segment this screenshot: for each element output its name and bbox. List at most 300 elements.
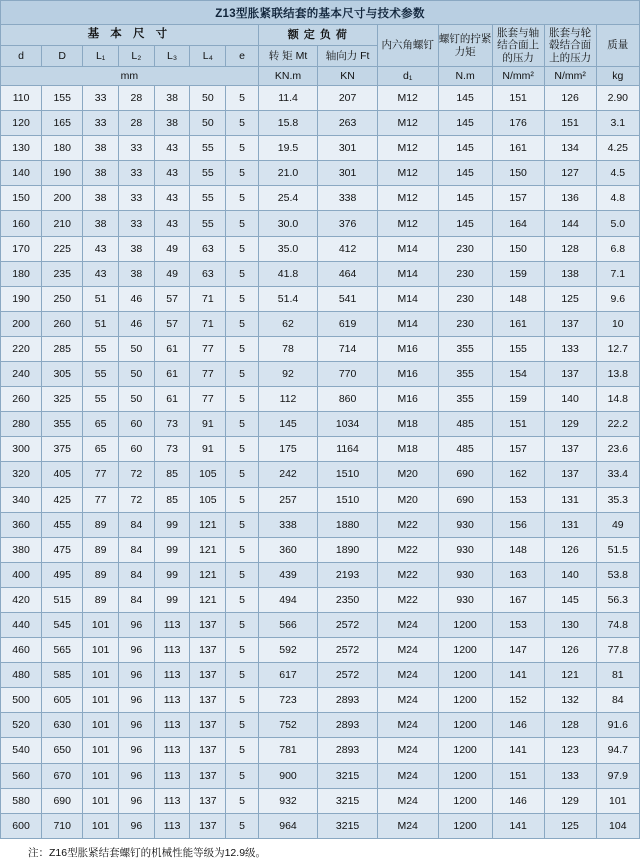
cell-L2: 33 bbox=[119, 211, 155, 236]
cell-L3: 73 bbox=[154, 412, 190, 437]
cell-d: 400 bbox=[1, 562, 42, 587]
cell-e: 5 bbox=[226, 286, 259, 311]
cell-Mt: 900 bbox=[258, 763, 318, 788]
cell-L1: 55 bbox=[83, 336, 119, 361]
cell-d1: M16 bbox=[377, 336, 438, 361]
cell-Ft: 1034 bbox=[318, 412, 378, 437]
cell-Ft: 464 bbox=[318, 261, 378, 286]
cell-L3: 43 bbox=[154, 186, 190, 211]
cell-L1: 77 bbox=[83, 462, 119, 487]
cell-pr: 151 bbox=[492, 86, 544, 111]
cell-pr2: 126 bbox=[544, 86, 596, 111]
cell-Ft: 2572 bbox=[318, 638, 378, 663]
cell-Ft: 1880 bbox=[318, 512, 378, 537]
cell-L1: 101 bbox=[83, 663, 119, 688]
cell-MA: 485 bbox=[438, 412, 492, 437]
cell-D: 630 bbox=[42, 713, 83, 738]
cell-pr2: 136 bbox=[544, 186, 596, 211]
cell-d: 130 bbox=[1, 136, 42, 161]
cell-d1: M12 bbox=[377, 86, 438, 111]
cell-L4: 55 bbox=[190, 211, 226, 236]
table-row bbox=[1, 261, 640, 286]
cell-L2: 72 bbox=[119, 487, 155, 512]
cell-d: 180 bbox=[1, 261, 42, 286]
cell-MA: 1200 bbox=[438, 763, 492, 788]
cell-MA: 145 bbox=[438, 86, 492, 111]
cell-pr: 151 bbox=[492, 763, 544, 788]
cell-L2: 50 bbox=[119, 336, 155, 361]
cell-L3: 113 bbox=[154, 763, 190, 788]
cell-d1: M24 bbox=[377, 663, 438, 688]
cell-Mt: 932 bbox=[258, 788, 318, 813]
header-group-hex-screw: 内六角螺钉 bbox=[377, 25, 438, 67]
cell-D: 180 bbox=[42, 136, 83, 161]
cell-e: 5 bbox=[226, 738, 259, 763]
cell-L1: 101 bbox=[83, 688, 119, 713]
cell-Mt: 19.5 bbox=[258, 136, 318, 161]
cell-e: 5 bbox=[226, 362, 259, 387]
table-row bbox=[1, 813, 640, 838]
cell-D: 200 bbox=[42, 186, 83, 211]
cell-kg: 74.8 bbox=[596, 612, 639, 637]
cell-MA: 1200 bbox=[438, 813, 492, 838]
cell-Mt: 752 bbox=[258, 713, 318, 738]
cell-e: 5 bbox=[226, 387, 259, 412]
cell-L2: 96 bbox=[119, 738, 155, 763]
cell-L4: 137 bbox=[190, 813, 226, 838]
cell-pr2: 125 bbox=[544, 286, 596, 311]
cell-D: 210 bbox=[42, 211, 83, 236]
cell-L3: 113 bbox=[154, 663, 190, 688]
cell-L1: 77 bbox=[83, 487, 119, 512]
cell-kg: 4.25 bbox=[596, 136, 639, 161]
cell-D: 355 bbox=[42, 412, 83, 437]
cell-L2: 96 bbox=[119, 813, 155, 838]
table-body bbox=[1, 86, 640, 839]
cell-pr: 146 bbox=[492, 713, 544, 738]
cell-L3: 113 bbox=[154, 813, 190, 838]
cell-pr2: 151 bbox=[544, 111, 596, 136]
cell-e: 5 bbox=[226, 311, 259, 336]
cell-MA: 1200 bbox=[438, 713, 492, 738]
cell-MA: 1200 bbox=[438, 688, 492, 713]
cell-L3: 85 bbox=[154, 462, 190, 487]
cell-pr: 157 bbox=[492, 437, 544, 462]
cell-D: 650 bbox=[42, 738, 83, 763]
cell-L2: 33 bbox=[119, 136, 155, 161]
header-unit-row bbox=[1, 67, 640, 86]
cell-Ft: 3215 bbox=[318, 763, 378, 788]
cell-pr: 153 bbox=[492, 487, 544, 512]
cell-L2: 60 bbox=[119, 437, 155, 462]
cell-pr2: 128 bbox=[544, 236, 596, 261]
cell-Ft: 376 bbox=[318, 211, 378, 236]
cell-Mt: 781 bbox=[258, 738, 318, 763]
cell-L1: 101 bbox=[83, 763, 119, 788]
table-row bbox=[1, 688, 640, 713]
unit-pr: N/mm² bbox=[492, 67, 544, 86]
cell-e: 5 bbox=[226, 236, 259, 261]
cell-Ft: 860 bbox=[318, 387, 378, 412]
cell-d1: M12 bbox=[377, 136, 438, 161]
cell-MA: 1200 bbox=[438, 663, 492, 688]
cell-L2: 96 bbox=[119, 638, 155, 663]
table-row bbox=[1, 111, 640, 136]
cell-MA: 690 bbox=[438, 487, 492, 512]
cell-L2: 50 bbox=[119, 387, 155, 412]
cell-kg: 77.8 bbox=[596, 638, 639, 663]
table-row bbox=[1, 738, 640, 763]
table-row bbox=[1, 462, 640, 487]
cell-d1: M24 bbox=[377, 612, 438, 637]
cell-pr2: 133 bbox=[544, 763, 596, 788]
cell-d: 580 bbox=[1, 788, 42, 813]
cell-Mt: 617 bbox=[258, 663, 318, 688]
cell-pr: 156 bbox=[492, 512, 544, 537]
unit-pr2: N/mm² bbox=[544, 67, 596, 86]
cell-D: 260 bbox=[42, 311, 83, 336]
cell-D: 455 bbox=[42, 512, 83, 537]
header-group-row bbox=[1, 25, 640, 46]
cell-e: 5 bbox=[226, 813, 259, 838]
cell-L1: 33 bbox=[83, 111, 119, 136]
table-row bbox=[1, 713, 640, 738]
cell-L1: 38 bbox=[83, 211, 119, 236]
cell-pr: 159 bbox=[492, 261, 544, 286]
cell-d1: M24 bbox=[377, 763, 438, 788]
cell-d: 120 bbox=[1, 111, 42, 136]
cell-D: 190 bbox=[42, 161, 83, 186]
cell-L3: 43 bbox=[154, 136, 190, 161]
cell-Ft: 301 bbox=[318, 161, 378, 186]
cell-pr2: 137 bbox=[544, 311, 596, 336]
cell-Mt: 62 bbox=[258, 311, 318, 336]
header-group-screw-torque: 螺钉的拧紧力矩 bbox=[438, 25, 492, 67]
footnote: 注：Z16型胀紧结套螺钉的机械性能等级为12.9级。 bbox=[28, 846, 267, 859]
cell-L2: 96 bbox=[119, 788, 155, 813]
cell-Mt: 175 bbox=[258, 437, 318, 462]
cell-L1: 101 bbox=[83, 813, 119, 838]
header-group-mass: 质量 bbox=[596, 25, 639, 67]
cell-L1: 89 bbox=[83, 512, 119, 537]
cell-L1: 65 bbox=[83, 412, 119, 437]
cell-D: 250 bbox=[42, 286, 83, 311]
cell-pr: 154 bbox=[492, 362, 544, 387]
cell-D: 515 bbox=[42, 587, 83, 612]
cell-Ft: 2572 bbox=[318, 663, 378, 688]
cell-L3: 99 bbox=[154, 512, 190, 537]
cell-L4: 63 bbox=[190, 236, 226, 261]
cell-pr2: 131 bbox=[544, 512, 596, 537]
cell-Mt: 41.8 bbox=[258, 261, 318, 286]
cell-L1: 89 bbox=[83, 562, 119, 587]
cell-d1: M18 bbox=[377, 437, 438, 462]
cell-Ft: 2893 bbox=[318, 713, 378, 738]
cell-L4: 71 bbox=[190, 311, 226, 336]
cell-MA: 930 bbox=[438, 537, 492, 562]
cell-L3: 61 bbox=[154, 362, 190, 387]
cell-MA: 145 bbox=[438, 111, 492, 136]
cell-L1: 51 bbox=[83, 311, 119, 336]
cell-kg: 53.8 bbox=[596, 562, 639, 587]
cell-d1: M14 bbox=[377, 236, 438, 261]
table-row bbox=[1, 587, 640, 612]
cell-d: 380 bbox=[1, 537, 42, 562]
cell-kg: 33.4 bbox=[596, 462, 639, 487]
cell-L3: 85 bbox=[154, 487, 190, 512]
cell-d: 240 bbox=[1, 362, 42, 387]
table-row bbox=[1, 612, 640, 637]
cell-e: 5 bbox=[226, 86, 259, 111]
cell-D: 155 bbox=[42, 86, 83, 111]
cell-Ft: 541 bbox=[318, 286, 378, 311]
cell-L3: 73 bbox=[154, 437, 190, 462]
cell-pr2: 145 bbox=[544, 587, 596, 612]
cell-kg: 9.6 bbox=[596, 286, 639, 311]
cell-Mt: 30.0 bbox=[258, 211, 318, 236]
cell-Ft: 412 bbox=[318, 236, 378, 261]
col-header-L4: L₄ bbox=[190, 46, 226, 67]
cell-d1: M12 bbox=[377, 186, 438, 211]
cell-d1: M14 bbox=[377, 261, 438, 286]
cell-e: 5 bbox=[226, 161, 259, 186]
cell-kg: 91.6 bbox=[596, 713, 639, 738]
cell-D: 670 bbox=[42, 763, 83, 788]
cell-L2: 96 bbox=[119, 663, 155, 688]
cell-pr: 176 bbox=[492, 111, 544, 136]
cell-d1: M12 bbox=[377, 161, 438, 186]
cell-MA: 355 bbox=[438, 362, 492, 387]
cell-Mt: 35.0 bbox=[258, 236, 318, 261]
cell-Mt: 112 bbox=[258, 387, 318, 412]
cell-pr2: 133 bbox=[544, 336, 596, 361]
cell-D: 285 bbox=[42, 336, 83, 361]
cell-L4: 137 bbox=[190, 663, 226, 688]
cell-D: 475 bbox=[42, 537, 83, 562]
cell-D: 495 bbox=[42, 562, 83, 587]
cell-L4: 137 bbox=[190, 738, 226, 763]
table-row bbox=[1, 537, 640, 562]
unit-screw-d1: d₁ bbox=[377, 67, 438, 86]
cell-d: 260 bbox=[1, 387, 42, 412]
table-row bbox=[1, 186, 640, 211]
cell-d: 540 bbox=[1, 738, 42, 763]
cell-Ft: 3215 bbox=[318, 788, 378, 813]
cell-L4: 77 bbox=[190, 362, 226, 387]
cell-L1: 89 bbox=[83, 537, 119, 562]
cell-pr2: 129 bbox=[544, 788, 596, 813]
cell-d1: M16 bbox=[377, 362, 438, 387]
table-row bbox=[1, 437, 640, 462]
cell-L2: 96 bbox=[119, 713, 155, 738]
cell-L1: 101 bbox=[83, 713, 119, 738]
cell-kg: 49 bbox=[596, 512, 639, 537]
cell-pr2: 126 bbox=[544, 537, 596, 562]
cell-L2: 46 bbox=[119, 311, 155, 336]
cell-L1: 101 bbox=[83, 738, 119, 763]
col-header-d: d bbox=[1, 46, 42, 67]
page-title: Z13型胀紧联结套的基本尺寸与技术参数 bbox=[215, 7, 425, 20]
cell-pr: 164 bbox=[492, 211, 544, 236]
cell-pr: 151 bbox=[492, 412, 544, 437]
cell-pr2: 137 bbox=[544, 362, 596, 387]
cell-d: 150 bbox=[1, 186, 42, 211]
cell-e: 5 bbox=[226, 612, 259, 637]
cell-pr: 141 bbox=[492, 813, 544, 838]
cell-pr2: 138 bbox=[544, 261, 596, 286]
cell-L4: 77 bbox=[190, 387, 226, 412]
cell-L1: 101 bbox=[83, 612, 119, 637]
cell-pr: 167 bbox=[492, 587, 544, 612]
cell-L4: 121 bbox=[190, 537, 226, 562]
cell-pr: 141 bbox=[492, 663, 544, 688]
cell-Mt: 494 bbox=[258, 587, 318, 612]
cell-MA: 355 bbox=[438, 387, 492, 412]
cell-L3: 113 bbox=[154, 638, 190, 663]
cell-L2: 28 bbox=[119, 86, 155, 111]
cell-kg: 97.9 bbox=[596, 763, 639, 788]
cell-Mt: 92 bbox=[258, 362, 318, 387]
cell-d1: M24 bbox=[377, 713, 438, 738]
cell-L4: 91 bbox=[190, 437, 226, 462]
cell-e: 5 bbox=[226, 663, 259, 688]
cell-D: 585 bbox=[42, 663, 83, 688]
table-row bbox=[1, 236, 640, 261]
unit-torque: KN.m bbox=[258, 67, 318, 86]
cell-L1: 55 bbox=[83, 387, 119, 412]
cell-Mt: 257 bbox=[258, 487, 318, 512]
header-group-basic-dims: 基 本 尺 寸 bbox=[1, 25, 259, 46]
cell-L2: 96 bbox=[119, 688, 155, 713]
cell-Ft: 770 bbox=[318, 362, 378, 387]
cell-Mt: 360 bbox=[258, 537, 318, 562]
cell-e: 5 bbox=[226, 136, 259, 161]
cell-Ft: 3215 bbox=[318, 813, 378, 838]
cell-L3: 57 bbox=[154, 311, 190, 336]
cell-kg: 23.6 bbox=[596, 437, 639, 462]
cell-L4: 50 bbox=[190, 86, 226, 111]
cell-L3: 49 bbox=[154, 236, 190, 261]
cell-L1: 51 bbox=[83, 286, 119, 311]
cell-L3: 43 bbox=[154, 161, 190, 186]
cell-d: 360 bbox=[1, 512, 42, 537]
cell-MA: 145 bbox=[438, 186, 492, 211]
cell-pr2: 130 bbox=[544, 612, 596, 637]
cell-kg: 3.1 bbox=[596, 111, 639, 136]
unit-mm: mm bbox=[1, 67, 259, 86]
table-row bbox=[1, 336, 640, 361]
cell-d: 340 bbox=[1, 487, 42, 512]
cell-L1: 89 bbox=[83, 587, 119, 612]
cell-L4: 137 bbox=[190, 612, 226, 637]
cell-pr2: 125 bbox=[544, 813, 596, 838]
cell-e: 5 bbox=[226, 638, 259, 663]
table-row bbox=[1, 387, 640, 412]
cell-MA: 230 bbox=[438, 236, 492, 261]
cell-pr2: 137 bbox=[544, 437, 596, 462]
cell-pr2: 127 bbox=[544, 161, 596, 186]
cell-kg: 14.8 bbox=[596, 387, 639, 412]
cell-L3: 43 bbox=[154, 211, 190, 236]
cell-d1: M24 bbox=[377, 738, 438, 763]
unit-axial-force: KN bbox=[318, 67, 378, 86]
cell-kg: 6.8 bbox=[596, 236, 639, 261]
cell-L3: 113 bbox=[154, 713, 190, 738]
cell-D: 565 bbox=[42, 638, 83, 663]
cell-d: 140 bbox=[1, 161, 42, 186]
cell-Mt: 242 bbox=[258, 462, 318, 487]
cell-L4: 137 bbox=[190, 688, 226, 713]
col-header-D: D bbox=[42, 46, 83, 67]
cell-d1: M24 bbox=[377, 688, 438, 713]
cell-Mt: 145 bbox=[258, 412, 318, 437]
cell-L3: 113 bbox=[154, 688, 190, 713]
cell-MA: 230 bbox=[438, 261, 492, 286]
cell-kg: 84 bbox=[596, 688, 639, 713]
cell-Mt: 51.4 bbox=[258, 286, 318, 311]
cell-L2: 28 bbox=[119, 111, 155, 136]
cell-Mt: 964 bbox=[258, 813, 318, 838]
cell-L2: 46 bbox=[119, 286, 155, 311]
cell-L4: 105 bbox=[190, 487, 226, 512]
cell-Ft: 2193 bbox=[318, 562, 378, 587]
cell-d1: M22 bbox=[377, 512, 438, 537]
cell-d: 190 bbox=[1, 286, 42, 311]
cell-MA: 145 bbox=[438, 211, 492, 236]
cell-d1: M22 bbox=[377, 562, 438, 587]
cell-e: 5 bbox=[226, 587, 259, 612]
cell-D: 165 bbox=[42, 111, 83, 136]
cell-pr2: 144 bbox=[544, 211, 596, 236]
cell-D: 405 bbox=[42, 462, 83, 487]
cell-MA: 690 bbox=[438, 462, 492, 487]
cell-Ft: 1164 bbox=[318, 437, 378, 462]
cell-MA: 1200 bbox=[438, 612, 492, 637]
cell-d: 320 bbox=[1, 462, 42, 487]
col-header-axial-force: 轴向力 Ft bbox=[318, 46, 378, 67]
cell-MA: 230 bbox=[438, 286, 492, 311]
cell-L3: 113 bbox=[154, 738, 190, 763]
cell-d1: M24 bbox=[377, 813, 438, 838]
cell-pr: 146 bbox=[492, 788, 544, 813]
unit-MA: N.m bbox=[438, 67, 492, 86]
table-row bbox=[1, 136, 640, 161]
cell-L3: 38 bbox=[154, 86, 190, 111]
cell-e: 5 bbox=[226, 437, 259, 462]
table-header bbox=[1, 25, 640, 86]
cell-kg: 10 bbox=[596, 311, 639, 336]
cell-D: 545 bbox=[42, 612, 83, 637]
cell-L4: 71 bbox=[190, 286, 226, 311]
cell-pr2: 123 bbox=[544, 738, 596, 763]
cell-e: 5 bbox=[226, 261, 259, 286]
cell-D: 325 bbox=[42, 387, 83, 412]
cell-L2: 33 bbox=[119, 161, 155, 186]
cell-L1: 101 bbox=[83, 788, 119, 813]
cell-e: 5 bbox=[226, 512, 259, 537]
cell-Ft: 1510 bbox=[318, 462, 378, 487]
cell-d1: M12 bbox=[377, 111, 438, 136]
cell-pr: 150 bbox=[492, 161, 544, 186]
cell-L2: 96 bbox=[119, 612, 155, 637]
cell-L3: 99 bbox=[154, 562, 190, 587]
cell-L1: 33 bbox=[83, 86, 119, 111]
cell-L4: 91 bbox=[190, 412, 226, 437]
cell-Ft: 338 bbox=[318, 186, 378, 211]
cell-L3: 49 bbox=[154, 261, 190, 286]
cell-pr2: 129 bbox=[544, 412, 596, 437]
cell-Ft: 714 bbox=[318, 336, 378, 361]
